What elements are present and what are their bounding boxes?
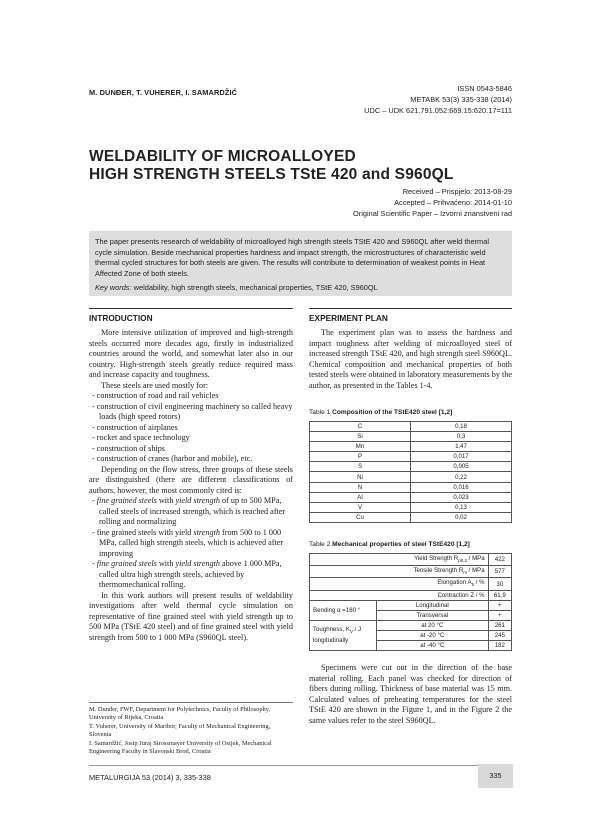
table-row (310, 472, 512, 482)
uses-list (89, 391, 293, 465)
groups-list (89, 496, 293, 591)
accepted-date: Accepted – Prihvaćeno: 2014-01-10 (394, 198, 512, 207)
cell-text: Toughness, K (313, 626, 350, 634)
intro-paragraph-1: More intensive utilization of improved and high-strength steels occurred more decades ago, firstly in industrialized countries around the world, and somewhat later also in our country. High-strength steels greatly reduce required mass and increase capacity and toughness. (89, 328, 293, 379)
list-item: - rocket and space technology (92, 433, 190, 442)
cell-sub: 5 (471, 582, 475, 588)
cell-text: / MPa (466, 567, 485, 575)
keywords (95, 283, 506, 294)
value-cell: 0,18 (411, 422, 512, 432)
table-cell: at 20 °C (377, 620, 489, 630)
title-line-1: WELDABILITY OF MICROALLOYED (89, 148, 356, 165)
cell-sub: V (349, 629, 353, 635)
element-cell: N (310, 482, 411, 492)
table-cell (310, 620, 377, 650)
table-row (310, 554, 512, 566)
keywords-label: Key words: (95, 283, 132, 293)
received-date: Received – Prispjelo: 2013-08-29 (402, 187, 512, 196)
experiment-heading: EXPERIMENT PLAN (309, 313, 388, 323)
value-cell: 0,02 (411, 512, 512, 522)
italic-term: yield strength (175, 496, 220, 505)
abstract-box (89, 231, 512, 296)
footnote: I. Samardžić, Josip Juraj Strossmayer University of Osijek, Mechanical Engineering Faculty in Slavonski Brod, Croatia (89, 739, 272, 756)
table-cell: 182 (488, 641, 511, 651)
table-cell (310, 566, 489, 578)
table2-caption (309, 541, 470, 548)
value-cell: 0,017 (411, 452, 512, 462)
value-cell: 0,023 (411, 492, 512, 502)
footnotes (89, 706, 293, 756)
submission-dates (353, 186, 512, 219)
table-caption-text: Composition of the TStE420 steel [1,2] (332, 409, 453, 416)
table-row (310, 452, 512, 462)
table-row (310, 578, 512, 590)
element-cell: Ni (310, 472, 411, 482)
journal-footer: METALURGIJA 53 (2014) 3, 335-338 (89, 773, 211, 782)
cell-text: Yield Strength R (414, 555, 459, 562)
page-number: 335 (478, 764, 513, 788)
table-cell: Longitudinal (377, 600, 489, 610)
table-row (310, 432, 512, 442)
cell-text: Elongation A (437, 579, 472, 587)
table-row (310, 590, 512, 600)
list-item: - construction of ships (92, 443, 165, 453)
footer-rule (89, 765, 478, 766)
table-label: Table 2 (309, 541, 333, 548)
experiment-body (309, 328, 512, 391)
cell-sub: p0,2 (458, 558, 467, 564)
cell-sub: m (463, 570, 467, 576)
table-caption-text: Mechanical properties of steel TStE420 [1,2] (332, 541, 470, 548)
keywords-text: weldability, high strength steels, mechanical properties, TStE 420, S960QL (131, 283, 378, 293)
cell-text: Tensile Strength R (413, 567, 464, 575)
table-row (310, 492, 512, 502)
italic-term: yield strength (175, 559, 220, 568)
paper-title (89, 148, 454, 184)
abstract-text: The paper presents research of weldability of microalloyed high strength steels TStE 420 and S960QL after weld thermal cycle simulation. Beside mechanical properties hardness and impact strength, the microstructures of characteristic weld thermal cycled structures for both steels are given. The results will contribute to determination of weakest points in Heat Affected Zone of both steels. (95, 237, 489, 278)
issn: ISSN 0543-5846 (457, 84, 512, 93)
experiment-rule (309, 308, 512, 309)
value-cell: 0,3 (411, 432, 512, 442)
table1 (309, 421, 512, 523)
table-cell: 422 (488, 554, 511, 566)
table-cell: 61,9 (488, 590, 511, 600)
table-cell: Bending α =180 ° (310, 600, 377, 620)
list-item: - fine grained steels with yield strength of up to 500 MPa, called steels of increased strength, which is reached after rolling and normalizing (92, 496, 286, 526)
table1-caption (309, 409, 452, 416)
table-cell: at -20 °C (377, 631, 489, 641)
metabk: METABK 53(3) 335-338 (2014) (410, 95, 512, 104)
experiment-body-2 (309, 663, 512, 726)
table-row (310, 512, 512, 522)
text: of up to 500 MPa, called steels of increased strength, which is reached after rolling and normalizing (99, 496, 286, 526)
table-cell (310, 554, 489, 566)
element-cell: Cu (310, 512, 411, 522)
table-cell: + (488, 610, 511, 620)
table-cell: 261 (488, 620, 511, 630)
table2 (309, 553, 512, 651)
value-cell: 0,22 (411, 472, 512, 482)
intro-body (89, 328, 293, 643)
table-cell: + (488, 600, 511, 610)
text: with (156, 559, 176, 568)
table-label: Table 1 (309, 409, 333, 416)
table-row (310, 600, 512, 610)
footnote: T. Vuherer, University of Maribor, Faculty of Mechanical Engineering, Slovenia (89, 722, 271, 739)
table-row (310, 502, 512, 512)
text: fine grained steels with yield (96, 527, 194, 537)
table-cell: 245 (488, 631, 511, 641)
title-line-2: HIGH STRENGTH STEELS TStE 420 and S960QL (89, 166, 454, 183)
list-item: - construction of road and rail vehicles (92, 391, 219, 400)
table-cell: 577 (488, 566, 511, 578)
element-cell: V (310, 502, 411, 512)
element-cell: P (310, 452, 411, 462)
text: with (156, 496, 176, 505)
italic-term: strength (193, 527, 220, 537)
value-cell: 1,47 (411, 442, 512, 452)
list-item: - construction of civil engineering machinery so called heavy loads (high speed rotors) (92, 401, 293, 421)
value-cell: 0,13 (411, 502, 512, 512)
list-item: - construction of cranes (harbor and mobile), etc. (92, 454, 253, 463)
element-cell: Si (310, 432, 411, 442)
list-item: - fine grained steels with yield strength from 500 to 1 000 MPa, called high strength steels, which is achieved after improving (92, 527, 284, 558)
table-row (310, 566, 512, 578)
table-cell (310, 578, 489, 590)
element-cell: S (310, 462, 411, 472)
intro-paragraph-4: In this work authors will present results of weldability investigations after weld thermal cycle simulation on representative of fine grained steel with yield strength up to 500 MPa (TStE 420 steel) and of fine grained steel with yield strength from 500 to 1 000 MPa (S960QL steel). (89, 590, 293, 642)
italic-term: fine grained steels (96, 496, 157, 505)
paper-type: Original Scientific Paper – Izvorni znanstveni rad (353, 209, 512, 218)
intro-heading: INTRODUCTION (89, 313, 153, 323)
intro-rule (89, 308, 293, 309)
cell-text: / J longitudinally (313, 626, 362, 644)
cell-text: / % (474, 579, 485, 587)
element-cell: C (310, 422, 411, 432)
publication-meta (364, 83, 512, 116)
value-cell: 0,005 (411, 462, 512, 472)
table-cell: at -40 °C (377, 641, 489, 651)
intro-paragraph-3: Depending on the flow stress, three groups of these steels are distinguished (there are different classifications of authors, however, the most commonly cited is: (89, 464, 293, 495)
experiment-paragraph-2: Specimens were cut out in the direction of the base material rolling. Each panel was checked for direction of fibers during rolling. Thickness of base material was 15 mm. Calculated values of preheating temperatures for the steel TStE 420 are shown in the Figure 1, and in the Figure 2 the same values refer to the steel S960QL. (309, 663, 512, 725)
table-cell: 30 (488, 578, 511, 590)
intro-paragraph-2: These steels are used mostly for: (101, 380, 209, 390)
element-cell: Mn (310, 442, 411, 452)
footnote-rule (89, 702, 293, 703)
footnote: M. Dunđer, FWF, Department for Polytechnics, Faculty of Philosophy, University of Rijeka, Croatia (89, 706, 271, 722)
table-row (310, 442, 512, 452)
text: from 500 to 1 000 MPa, called high strength steels, which is achieved after improving (99, 527, 284, 558)
table-row (310, 620, 512, 630)
authors-header: M. DUNĐER, T. VUHERER, I. SAMARDŽIĆ (89, 88, 238, 97)
text: above 1 000 MPa, called ultra high strength steels, achieved by thermomechanical rolling. (99, 559, 282, 589)
table-row (310, 422, 512, 432)
italic-term: fine grained steels (96, 559, 157, 568)
table-row (310, 482, 512, 492)
experiment-paragraph-1: The experiment plan was to assess the hardness and impact toughness after welding of microalloyed steel of increased strength TStE 420, and high strength steel S960QL. Chemical composition and mechanical properties of both tested steels were obtained in laboratory measurements by the author, as presented in the Tables 1-4. (309, 328, 512, 390)
list-item: - fine grained steels with yield strength above 1 000 MPa, called ultra high strength steels, achieved by thermomechanical rolling. (92, 559, 282, 589)
table-cell: Transversal (377, 610, 489, 620)
table-cell: Contraction Z / % (310, 590, 489, 600)
cell-text: / MPa (466, 555, 485, 562)
table-row (310, 462, 512, 472)
value-cell: 0,016 (411, 482, 512, 492)
list-item: - construction of airplanes (92, 422, 178, 432)
element-cell: Al (310, 492, 411, 502)
udc: UDC – UDK 621.791.052:669.15:620.17=111 (364, 106, 512, 115)
